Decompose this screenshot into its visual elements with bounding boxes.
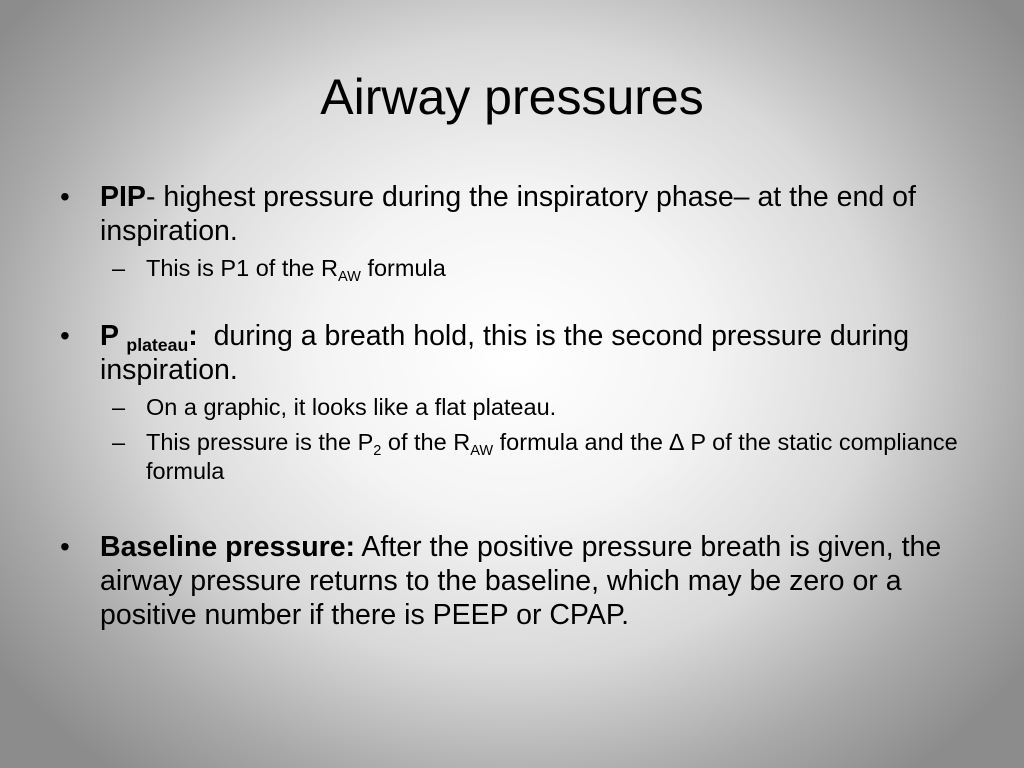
sub-dash: – [112,429,126,455]
plateau-sub2-part3: formula and the ∆ P of the static compliance formula [146,429,958,484]
bullet-dot: • [60,181,70,212]
slide-content [60,180,960,632]
sub-bullet-plateau-formula [60,428,960,486]
plateau-term: P $_{plateau}$: [100,320,198,356]
plateau-sub2-subscript-2: 2 [373,443,382,460]
pip-text: - highest pressure during the inspiratory phase– at the end of inspiration. [100,181,916,247]
plateau-sub2-part2: of the R [381,429,471,455]
slide-title: Airway pressures [320,69,704,125]
plateau-term-subscript: plateau [126,335,189,356]
pip-sub1-subscript: AW [338,269,361,286]
bullet-dot: • [60,320,70,351]
plateau-sub2-part1: This pressure is the P [146,429,374,455]
bullet-baseline [60,530,960,632]
sub-bullet-pip-raw [60,254,960,286]
plateau-text: during a breath hold, this is the second pressure during inspiration. [100,320,918,386]
pip-sub1-after: formula [360,255,446,281]
sub-dash: – [112,255,126,281]
bullet-pip [60,180,960,248]
pip-sub1-before: This is P1 of the R [146,255,338,281]
plateau-sub1: On a graphic, it looks like a flat plateau. [146,394,557,420]
plateau-sub2-subscript-aw: AW [470,443,494,460]
pip-term: PIP [100,181,146,213]
sub-bullet-plateau-graphic [60,393,960,422]
bullet-dot: • [60,531,70,562]
sub-dash: – [112,394,126,420]
baseline-text: After the positive pressure breath is given, the airway pressure returns to the baseline, which may be zero or a positive number if there is PEEP or CPAP. [100,531,942,631]
baseline-term: Baseline pressure: [100,531,356,563]
bullet-plateau [60,319,960,387]
